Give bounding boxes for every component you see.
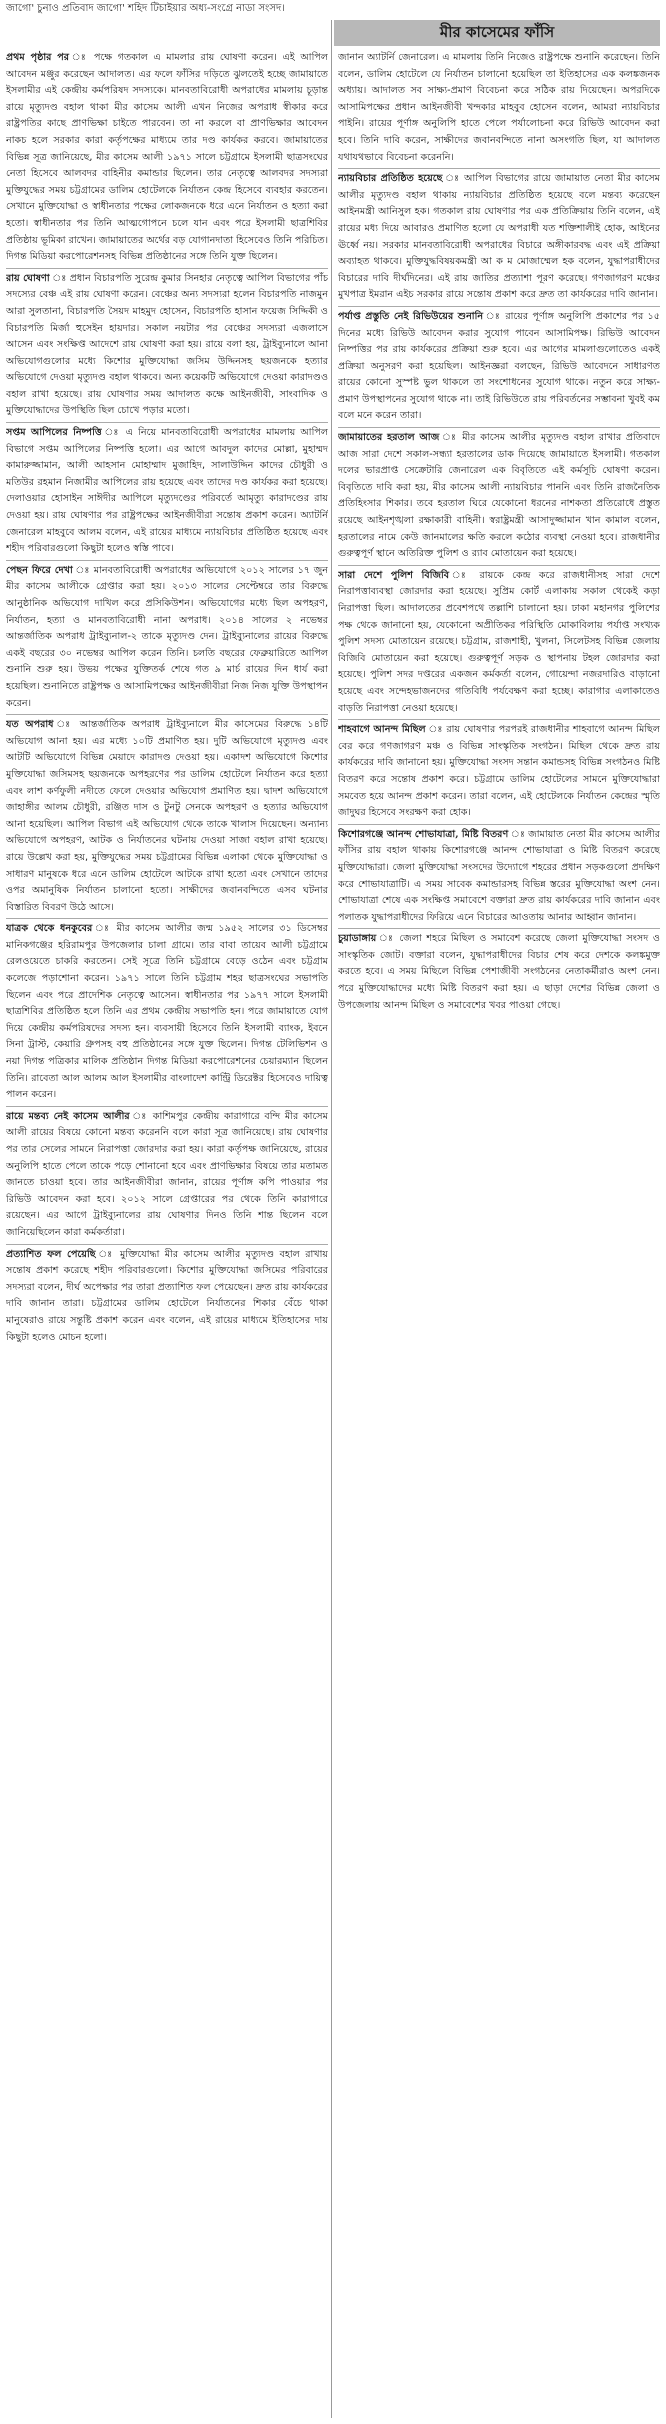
- article-block: কিশোরগঞ্জে আনন্দ শোভাযাত্রা, মিষ্টি বিতরণ ঃ জামায়াত নেতা মীর কাসেম আলীর ফাঁসির রায় বহাল থাকায় কিশোরগঞ্জে আনন্দ শোভাযাত্রা ও মিষ্টি বিতরণ করেছে মুক্তিযোদ্ধারা। জেলা মুক্তিযোদ্ধা সংসদের উদ্যোগে শহরের প্রধান সড়কগুলো প্রদক্ষিণ করে শোভাযাত্রাটি। এ সময় সাবেক কমান্ডারসহ বিভিন্ন স্তরের মুক্তিযোদ্ধা অংশ নেন। শোভাযাত্রা শেষে এক সংক্ষিপ্ত সমাবেশে বক্তারা দ্রুত রায় কার্যকরের দাবি জানান এবং পলাতক যুদ্ধাপরাধীদের ফিরিয়ে এনে বিচারের আওতায় আনার আহ্বান জানান।: [338, 824, 660, 927]
- article-text: আন্তর্জাতিক অপরাধ ট্রাইব্যুনালে মীর কাসেমের বিরুদ্ধে ১৪টি অভিযোগ আনা হয়। এর মধ্যে ১০টি প্রমাণিত হয়। দুটি অভিযোগে মৃত্যুদণ্ড এবং আটটি অভিযোগে বিভিন্ন মেয়াদে কারাদণ্ড দেওয়া হয়। একাদশ অভিযোগে কিশোর মুক্তিযোদ্ধা জসিমসহ ছয়জনকে অপহরণের পর ডালিম হোটেলে নির্যাতন করে হত্যা এবং লাশ কর্ণফুলী নদীতে ফেলে দেওয়ার অভিযোগ প্রমাণিত হয়। দ্বাদশ অভিযোগে জাহাঙ্গীর আলম চৌধুরী, রঞ্জিত দাস ও টুনটু সেনকে অপহরণ ও হত্যার অভিযোগ আনা হয়েছিল। আপিল বিভাগ এই অভিযোগ থেকে তাকে খালাস দিয়েছেন। অন্যান্য অভিযোগে অপহরণ, আটক ও নির্যাতনের ঘটনায় দেওয়া সাজা বহাল রাখা হয়েছে। রায়ে উল্লেখ করা হয়, মুক্তিযুদ্ধের সময় চট্টগ্রামের বিভিন্ন এলাকা থেকে মুক্তিযোদ্ধা ও সাধারণ মানুষকে ধরে এনে ডালিম হোটেলে আটকে রাখা হতো এবং সেখানে তাদের ওপর অমানুষিক নির্যাতন চালানো হতো। সাক্ষীদের জবানবন্দিতে এসব ঘটনার বিস্তারিত বিবরণ উঠে আসে।: [6, 719, 328, 913]
- article-text: মানবতাবিরোধী অপরাধের অভিযোগে ২০১২ সালের ১৭ জুন মীর কাসেম আলীকে গ্রেপ্তার করা হয়। ২০১৩ সালের সেপ্টেম্বরে তার বিরুদ্ধে আনুষ্ঠানিক অভিযোগ দাখিল করে প্রসিকিউশন। অভিযোগের মধ্যে ছিল অপহরণ, নির্যাতন, হত্যা ও মানবতাবিরোধী নানা অপরাধ। ২০১৪ সালের ২ নভেম্বর আন্তর্জাতিক অপরাধ ট্রাইব্যুনাল-২ তাকে মৃত্যুদণ্ড দেন। ট্রাইব্যুনালের রায়ের বিরুদ্ধে একই বছরের ৩০ নভেম্বর আপিল করেন তিনি। চলতি বছরের ফেব্রুয়ারিতে আপিল শুনানি শুরু হয়। উভয় পক্ষের যুক্তিতর্ক শেষে গত ৯ মার্চ রায়ের দিন ধার্য করা হয়েছিল। শুনানিতে রাষ্ট্রপক্ষ ও আসামিপক্ষের আইনজীবীরা নিজ নিজ যুক্তি উপস্থাপন করেন।: [6, 564, 328, 709]
- article-text: জামায়াত নেতা মীর কাসেম আলীর ফাঁসির রায় বহাল থাকায় কিশোরগঞ্জে আনন্দ শোভাযাত্রা ও মিষ্টি বিতরণ করেছে মুক্তিযোদ্ধারা। জেলা মুক্তিযোদ্ধা সংসদের উদ্যোগে শহরের প্রধান সড়কগুলো প্রদক্ষিণ করে শোভাযাত্রাটি। এ সময় সাবেক কমান্ডারসহ বিভিন্ন স্তরের মুক্তিযোদ্ধা অংশ নেন। শোভাযাত্রা শেষে এক সংক্ষিপ্ত সমাবেশে বক্তারা দ্রুত রায় কার্যকরের দাবি জানান এবং পলাতক যুদ্ধাপরাধীদের ফিরিয়ে এনে বিচারের আওতায় আনার আহ্বান জানান।: [338, 828, 660, 923]
- article-text: মীর কাসেম আলীর জন্ম ১৯৫২ সালের ৩১ ডিসেম্বর মানিকগঞ্জের হরিরামপুর উপজেলার চালা গ্রামে। তার বাবা তায়েব আলী চট্টগ্রামে রেলওয়েতে চাকরি করতেন। সেই সূত্রে তিনি চট্টগ্রামে বেড়ে ওঠেন এবং চট্টগ্রাম কলেজে পড়াশোনা করেন। ১৯৭১ সালে তিনি চট্টগ্রাম শহর ছাত্রসংঘের সভাপতি ছিলেন এবং পরে প্রাদেশিক নেতৃত্বে আসেন। স্বাধীনতার পর ১৯৭৭ সালে ইসলামী ছাত্রশিবির প্রতিষ্ঠিত হলে তিনি এর প্রথম কেন্দ্রীয় সভাপতি হন। পরে জামায়াতে যোগ দিয়ে কেন্দ্রীয় কর্মপরিষদের সদস্য হন। ব্যবসায়ী হিসেবে তিনি ইসলামী ব্যাংক, ইবনে সিনা ট্রাস্ট, কেয়ারি গ্রুপসহ বহু প্রতিষ্ঠানের সঙ্গে যুক্ত ছিলেন। দিগন্ত টেলিভিশন ও নয়া দিগন্ত পত্রিকার মালিক প্রতিষ্ঠান দিগন্ত মিডিয়া করপোরেশনের চেয়ারম্যান ছিলেন তিনি। রাবেতা আল আলম আল ইসলামীর বাংলাদেশ কান্ট্রি ডিরেক্টর হিসেবেও দায়িত্ব পালন করেন।: [6, 923, 328, 1101]
- article-text: পক্ষে গতকাল এ মামলার রায় ঘোষণা করেন। এই আপিল আবেদন মঞ্জুর করেছেন আদালত। এর ফলে ফাঁসির দড়িতে ঝুলতেই হচ্ছে জামায়াতে ইসলামীর এই কেন্দ্রীয় কর্মপরিষদ সদস্যকে। মানবতাবিরোধী অপরাধের মামলায় চূড়ান্ত রায়ে মৃত্যুদণ্ড বহাল থাকা মীর কাসেম আলী এখন নিজের অপরাধ স্বীকার করে রাষ্ট্রপতির কাছে প্রাণভিক্ষা চাইতে পারবেন। তা না করলে বা প্রাণভিক্ষার আবেদন নাকচ হলে সরকার কারা কর্তৃপক্ষের মাধ্যমে তার দণ্ড কার্যকর করবে। জামায়াতের বিভিন্ন সূত্র জানিয়েছে, মীর কাসেম আলী ১৯৭১ সালে চট্টগ্রামে ইসলামী ছাত্রসংঘের নেতা হিসেবে আলবদর বাহিনীর কমান্ডার ছিলেন। তার নেতৃত্বে আলবদর সদস্যরা মুক্তিযুদ্ধের সময় চট্টগ্রামের ডালিম হোটেলকে নির্যাতন কেন্দ্র হিসেবে ব্যবহার করতেন। সেখানে মুক্তিযোদ্ধা ও স্বাধীনতার পক্ষের লোকজনকে ধরে এনে নির্যাতন ও হত্যা করা হতো। স্বাধীনতার পর তিনি আত্মগোপনে চলে যান এবং পরে ইসলামী ছাত্রশিবির প্রতিষ্ঠায় ভূমিকা রাখেন। জামায়াতের অর্থের বড় যোগানদাতা হিসেবেও তিনি পরিচিত। দিগন্ত মিডিয়া করপোরেশনসহ বিভিন্ন প্রতিষ্ঠানের সঙ্গে তিনি যুক্ত ছিলেন।: [6, 52, 328, 263]
- section-heading: যাত্রক থেকে ধনকুবের: [6, 923, 93, 935]
- article-block: পর্যাপ্ত প্রস্তুতি নেই রিভিউয়ের শুনানি ঃ রায়ের পূর্ণাঙ্গ অনুলিপি প্রকাশের পর ১৫ দিনের মধ্যে রিভিউ আবেদন করার সুযোগ পাবেন আসামিপক্ষ। রিভিউ আবেদন নিষ্পত্তির পর রায় কার্যকরের প্রক্রিয়া শুরু হবে। এর আগের মামলাগুলোতেও একই প্রক্রিয়া অনুসরণ করা হয়েছিল। আইনজ্ঞরা বলছেন, রিভিউ আবেদনে সাধারণত রায়ের কোনো সুস্পষ্ট ভুল থাকলে তা সংশোধনের সুযোগ থাকে। নতুন করে সাক্ষ্য-প্রমাণ উপস্থাপনের সুযোগ থাকে না। তাই রিভিউতে রায় পরিবর্তনের সম্ভাবনা খুবই কম বলে মনে করেন তারা।: [338, 306, 660, 425]
- section-heading: পর্যাপ্ত প্রস্তুতি নেই রিভিউয়ের শুনানি: [338, 310, 484, 322]
- left-column: [6, 50, 328, 2418]
- article-text: রায়ের পূর্ণাঙ্গ অনুলিপি প্রকাশের পর ১৫ দিনের মধ্যে রিভিউ আবেদন করার সুযোগ পাবেন আসামিপক্ষ। রিভিউ আবেদন নিষ্পত্তির পর রায় কার্যকরের প্রক্রিয়া শুরু হবে। এর আগের মামলাগুলোতেও একই প্রক্রিয়া অনুসরণ করা হয়েছিল। আইনজ্ঞরা বলছেন, রিভিউ আবেদনে সাধারণত রায়ের কোনো সুস্পষ্ট ভুল থাকলে তা সংশোধনের সুযোগ থাকে। নতুন করে সাক্ষ্য-প্রমাণ উপস্থাপনের সুযোগ থাকে না। তাই রিভিউতে রায় পরিবর্তনের সম্ভাবনা খুবই কম বলে মনে করেন তারা।: [338, 310, 660, 422]
- article-text: প্রধান বিচারপতি সুরেন্দ্র কুমার সিনহার নেতৃত্বে আপিল বিভাগের পাঁচ সদস্যের বেঞ্চ এই রায় ঘোষণা করেন। বেঞ্চের অন্য সদস্যরা হলেন বিচারপতি নাজমুন আরা সুলতানা, বিচারপতি সৈয়দ মাহমুদ হোসেন, বিচারপতি হাসান ফয়েজ সিদ্দিকী ও বিচারপতি মির্জা হুসেইন হায়দার। সকাল নয়টার পর বেঞ্চের সদস্যরা এজলাসে আসেন এবং সংক্ষিপ্ত আদেশে রায় ঘোষণা করা হয়। রায়ে বলা হয়, ট্রাইব্যুনালে আনা অভিযোগগুলোর মধ্যে কিশোর মুক্তিযোদ্ধা জসিম উদ্দিনসহ ছয়জনকে হত্যার অভিযোগে দেওয়া মৃত্যুদণ্ড বহাল থাকবে। অন্য কয়েকটি অভিযোগে দেওয়া কারাদণ্ডও বহাল রাখা হয়েছে। রায় ঘোষণার সময় আদালত কক্ষে আইনজীবী, সাংবাদিক ও মুক্তিযোদ্ধাদের উপস্থিতি ছিল চোখে পড়ার মতো।: [6, 272, 328, 417]
- article-block: ন্যায়বিচার প্রতিষ্ঠিত হয়েছে ঃ আপিল বিভাগের রায়ে জামায়াত নেতা মীর কাসেম আলীর মৃত্যুদণ্ড বহাল থাকায় ন্যায়বিচার প্রতিষ্ঠিত হয়েছে বলে মন্তব্য করেছেন আইনমন্ত্রী আনিসুল হক। গতকাল রায় ঘোষণার পর এক প্রতিক্রিয়ায় তিনি বলেন, এই রায়ের মধ্য দিয়ে আবারও প্রমাণিত হলো যে অপরাধী যত শক্তিশালীই হোক, আইনের ঊর্ধ্বে নয়। সরকার মানবতাবিরোধী অপরাধের বিচারে অঙ্গীকারবদ্ধ এবং এই প্রক্রিয়া অব্যাহত থাকবে। মুক্তিযুদ্ধবিষয়কমন্ত্রী আ ক ম মোজাম্মেল হক বলেন, যুদ্ধাপরাধীদের বিচারের দাবি দীর্ঘদিনের। এই রায় জাতির প্রত্যাশা পূরণ করেছে। গণজাগরণ মঞ্চের মুখপাত্র ইমরান এইচ সরকার রায়ে সন্তোষ প্রকাশ করে দ্রুত তা কার্যকরের দাবি জানান।: [338, 168, 660, 304]
- article-block: সপ্তম আপিলের নিষ্পত্তি ঃ এ নিয়ে মানবতাবিরোধী অপরাধের মামলায় আপিল বিভাগে সপ্তম আপিলের নিষ্পত্তি হলো। এর আগে আবদুল কাদের মোল্লা, মুহাম্মদ কামারুজ্জামান, আলী আহসান মোহাম্মাদ মুজাহিদ, সালাউদ্দিন কাদের চৌধুরী ও মতিউর রহমান নিজামীর আপিলের রায় হয়েছে এবং তাদের দণ্ড কার্যকর করা হয়েছে। দেলাওয়ার হোসাইন সাঈদীর আপিলে মৃত্যুদণ্ডের পরিবর্তে আমৃত্যু কারাদণ্ডের রায় দেওয়া হয়। রায় ঘোষণার পর রাষ্ট্রপক্ষের আইনজীবীরা সন্তোষ প্রকাশ করেন। অ্যাটর্নি জেনারেল মাহবুবে আলম বলেন, এই রায়ের মাধ্যমে ন্যায়বিচার প্রতিষ্ঠিত হয়েছে এবং শহীদ পরিবারগুলো কিছুটা হলেও স্বস্তি পাবে।: [6, 422, 328, 558]
- article-text: মুক্তিযোদ্ধা মীর কাসেম আলীর মৃত্যুদণ্ড বহাল রাখায় সন্তোষ প্রকাশ করেছে শহীদ পরিবারগুলো। কিশোর মুক্তিযোদ্ধা জসিমের পরিবারের সদস্যরা বলেন, দীর্ঘ অপেক্ষার পর তারা প্রত্যাশিত ফল পেয়েছেন। দ্রুত রায় কার্যকরের দাবি জানান তারা। চট্টগ্রামের ডালিম হোটেলে নির্যাতনের শিকার বেঁচে থাকা মানুষেরাও রায়ে সন্তুষ্টি প্রকাশ করেন এবং বলেন, এই রায়ের মাধ্যমে ইতিহাসের দায় কিছুটা হলেও মোচন হলো।: [6, 1248, 328, 1343]
- section-heading: শাহবাগে আনন্দ মিছিল: [338, 724, 426, 736]
- article-block: রায়ে মন্তব্য নেই কাসেম আলীর ঃ কাশিমপুর কেন্দ্রীয় কারাগারে বন্দি মীর কাসেম আলী রায়ের বিষয়ে কোনো মন্তব্য করেননি বলে কারা সূত্র জানিয়েছে। রায় ঘোষণার পর তার সেলের সামনে নিরাপত্তা জোরদার করা হয়। কারা কর্তৃপক্ষ জানিয়েছে, রায়ের অনুলিপি হাতে পেলে তাকে পড়ে শোনানো হবে এবং প্রাণভিক্ষার বিষয়ে তার মতামত জানতে চাওয়া হবে। তার আইনজীবীরা জানান, রায়ের পূর্ণাঙ্গ কপি পাওয়ার পর রিভিউ আবেদন করা হবে। ২০১২ সালে গ্রেপ্তারের পর থেকে তিনি কারাগারে রয়েছেন। এর আগে ট্রাইব্যুনালের রায় ঘোষণার দিনও তিনি শান্ত ছিলেন বলে জানিয়েছিলেন কারা কর্মকর্তারা।: [6, 1106, 328, 1242]
- article-text: মীর কাসেম আলীর মৃত্যুদণ্ড বহাল রাখার প্রতিবাদে আজ সারা দেশে সকাল-সন্ধ্যা হরতালের ডাক দিয়েছে জামায়াতে ইসলামী। গতকাল দলের ভারপ্রাপ্ত সেক্রেটারি জেনারেল এক বিবৃতিতে এই কর্মসূচি ঘোষণা করেন। বিবৃতিতে দাবি করা হয়, মীর কাসেম আলী ন্যায়বিচার পাননি এবং তিনি রাজনৈতিক প্রতিহিংসার শিকার। তবে হরতাল ঘিরে যেকোনো ধরনের নাশকতা প্রতিরোধে প্রস্তুত রয়েছে আইনশৃঙ্খলা রক্ষাকারী বাহিনী। স্বরাষ্ট্রমন্ত্রী আসাদুজ্জামান খান কামাল বলেন, হরতালের নামে কেউ জানমালের ক্ষতি করলে কঠোর ব্যবস্থা নেওয়া হবে। রাজধানীর গুরুত্বপূর্ণ স্থানে অতিরিক্ত পুলিশ ও র‌্যাব মোতায়েন করা হয়েছে।: [338, 432, 660, 560]
- article-text: কাশিমপুর কেন্দ্রীয় কারাগারে বন্দি মীর কাসেম আলী রায়ের বিষয়ে কোনো মন্তব্য করেননি বলে কারা সূত্র জানিয়েছে। রায় ঘোষণার পর তার সেলের সামনে নিরাপত্তা জোরদার করা হয়। কারা কর্তৃপক্ষ জানিয়েছে, রায়ের অনুলিপি হাতে পেলে তাকে পড়ে শোনানো হবে এবং প্রাণভিক্ষার বিষয়ে তার মতামত জানতে চাওয়া হবে। তার আইনজীবীরা জানান, রায়ের পূর্ণাঙ্গ কপি পাওয়ার পর রিভিউ আবেদন করা হবে। ২০১২ সালে গ্রেপ্তারের পর থেকে তিনি কারাগারে রয়েছেন। এর আগে ট্রাইব্যুনালের রায় ঘোষণার দিনও তিনি শান্ত ছিলেন বলে জানিয়েছিলেন কারা কর্মকর্তারা।: [6, 1110, 328, 1238]
- article-block: যাত্রক থেকে ধনকুবের ঃ মীর কাসেম আলীর জন্ম ১৯৫২ সালের ৩১ ডিসেম্বর মানিকগঞ্জের হরিরামপুর উপজেলার চালা গ্রামে। তার বাবা তায়েব আলী চট্টগ্রামে রেলওয়েতে চাকরি করতেন। সেই সূত্রে তিনি চট্টগ্রামে বেড়ে ওঠেন এবং চট্টগ্রাম কলেজে পড়াশোনা করেন। ১৯৭১ সালে তিনি চট্টগ্রাম শহর ছাত্রসংঘের সভাপতি ছিলেন এবং পরে প্রাদেশিক নেতৃত্বে আসেন। স্বাধীনতার পর ১৯৭৭ সালে ইসলামী ছাত্রশিবির প্রতিষ্ঠিত হলে তিনি এর প্রথম কেন্দ্রীয় সভাপতি হন। পরে জামায়াতে যোগ দিয়ে কেন্দ্রীয় কর্মপরিষদের সদস্য হন। ব্যবসায়ী হিসেবে তিনি ইসলামী ব্যাংক, ইবনে সিনা ট্রাস্ট, কেয়ারি গ্রুপসহ বহু প্রতিষ্ঠানের সঙ্গে যুক্ত ছিলেন। দিগন্ত টেলিভিশন ও নয়া দিগন্ত পত্রিকার মালিক প্রতিষ্ঠান দিগন্ত মিডিয়া করপোরেশনের চেয়ারম্যান ছিলেন তিনি। রাবেতা আল আলম আল ইসলামীর বাংলাদেশ কান্ট্রি ডিরেক্টর হিসেবেও দায়িত্ব পালন করেন।: [6, 918, 328, 1104]
- section-heading: রায় ঘোষণা: [6, 272, 50, 284]
- article-block: জামায়াতের হরতাল আজ ঃ মীর কাসেম আলীর মৃত্যুদণ্ড বহাল রাখার প্রতিবাদে আজ সারা দেশে সকাল-সন্ধ্যা হরতালের ডাক দিয়েছে জামায়াতে ইসলামী। গতকাল দলের ভারপ্রাপ্ত সেক্রেটারি জেনারেল এক বিবৃতিতে এই কর্মসূচি ঘোষণা করেন। বিবৃতিতে দাবি করা হয়, মীর কাসেম আলী ন্যায়বিচার পাননি এবং তিনি রাজনৈতিক প্রতিহিংসার শিকার। তবে হরতাল ঘিরে যেকোনো ধরনের নাশকতা প্রতিরোধে প্রস্তুত রয়েছে আইনশৃঙ্খলা রক্ষাকারী বাহিনী। স্বরাষ্ট্রমন্ত্রী আসাদুজ্জামান খান কামাল বলেন, হরতালের নামে কেউ জানমালের ক্ষতি করলে কঠোর ব্যবস্থা নেওয়া হবে। রাজধানীর গুরুত্বপূর্ণ স্থানে অতিরিক্ত পুলিশ ও র‌্যাব মোতায়েন করা হয়েছে।: [338, 427, 660, 563]
- column-divider: [331, 20, 332, 2418]
- top-line: জাগো' চুনাও প্রতিবাদ জাগো' শহিদ টিচাইয়ার অধ্য-সংগ্রে নাডা সংসদ।: [6, 3, 285, 14]
- article-text: রায়কে কেন্দ্র করে রাজধানীসহ সারা দেশে নিরাপত্তাব্যবস্থা জোরদার করা হয়েছে। সুপ্রিম কোর্ট এলাকায় সকাল থেকেই কড়া নিরাপত্তা ছিল। আদালতের প্রবেশপথে তল্লাশি চালানো হয়। ঢাকা মহানগর পুলিশের পক্ষ থেকে জানানো হয়, যেকোনো অপ্রীতিকর পরিস্থিতি মোকাবিলায় পর্যাপ্ত সংখ্যক পুলিশ সদস্য মোতায়েন রয়েছে। চট্টগ্রাম, রাজশাহী, খুলনা, সিলেটসহ বিভিন্ন জেলায় বিজিবি মোতায়েন করা হয়েছে। গুরুত্বপূর্ণ সড়ক ও স্থাপনায় টহল জোরদার করা হয়েছে। পুলিশ সদর দপ্তরের একজন কর্মকর্তা বলেন, গোয়েন্দা নজরদারিও বাড়ানো হয়েছে এবং সন্দেহভাজনদের গতিবিধি পর্যবেক্ষণ করা হচ্ছে। কারাগার এলাকাতেও বাড়তি নিরাপত্তা নেওয়া হয়েছে।: [338, 569, 660, 714]
- section-heading: জামায়াতের হরতাল আজ: [338, 432, 440, 444]
- right-column: [338, 50, 660, 2418]
- story-title: মীর কাসেমের ফাঁসি: [334, 20, 660, 46]
- article-text: রায় ঘোষণার পরপরই রাজধানীর শাহবাগে আনন্দ মিছিল বের করে গণজাগরণ মঞ্চ ও বিভিন্ন সাংস্কৃতিক সংগঠন। মিছিল থেকে দ্রুত রায় কার্যকরের দাবি জানানো হয়। মুক্তিযোদ্ধা সংসদ সন্তান কমান্ডসহ বিভিন্ন সংগঠনও মিষ্টি বিতরণ করে সন্তোষ প্রকাশ করে। চট্টগ্রামে ডালিম হোটেলের সামনে মুক্তিযোদ্ধারা সমবেত হয়ে আনন্দ প্রকাশ করেন। তারা বলেন, এই হোটেলকে নির্যাতন কেন্দ্রের স্মৃতি জাদুঘর হিসেবে সংরক্ষণ করা হোক।: [338, 724, 660, 819]
- article-block: যত অপরাধ ঃ আন্তর্জাতিক অপরাধ ট্রাইব্যুনালে মীর কাসেমের বিরুদ্ধে ১৪টি অভিযোগ আনা হয়। এর মধ্যে ১০টি প্রমাণিত হয়। দুটি অভিযোগে মৃত্যুদণ্ড এবং আটটি অভিযোগে বিভিন্ন মেয়াদে কারাদণ্ড দেওয়া হয়। একাদশ অভিযোগে কিশোর মুক্তিযোদ্ধা জসিমসহ ছয়জনকে অপহরণের পর ডালিম হোটেলে নির্যাতন করে হত্যা এবং লাশ কর্ণফুলী নদীতে ফেলে দেওয়ার অভিযোগ প্রমাণিত হয়। দ্বাদশ অভিযোগে জাহাঙ্গীর আলম চৌধুরী, রঞ্জিত দাস ও টুনটু সেনকে অপহরণ ও হত্যার অভিযোগ আনা হয়েছিল। আপিল বিভাগ এই অভিযোগ থেকে তাকে খালাস দিয়েছেন। অন্যান্য অভিযোগে অপহরণ, আটক ও নির্যাতনের ঘটনায় দেওয়া সাজা বহাল রাখা হয়েছে। রায়ে উল্লেখ করা হয়, মুক্তিযুদ্ধের সময় চট্টগ্রামের বিভিন্ন এলাকা থেকে মুক্তিযোদ্ধা ও সাধারণ মানুষকে ধরে এনে ডালিম হোটেলে আটকে রাখা হতো এবং সেখানে তাদের ওপর অমানুষিক নির্যাতন চালানো হতো। সাক্ষীদের জবানবন্দিতে এসব ঘটনার বিস্তারিত বিবরণ উঠে আসে।: [6, 714, 328, 916]
- section-heading: চুয়াডাঙ্গায়: [338, 933, 377, 945]
- section-heading: সারা দেশে পুলিশ বিজিবি: [338, 569, 450, 581]
- section-heading: ন্যায়বিচার প্রতিষ্ঠিত হয়েছে: [338, 173, 443, 185]
- article-block: রায় ঘোষণা ঃ প্রধান বিচারপতি সুরেন্দ্র কুমার সিনহার নেতৃত্বে আপিল বিভাগের পাঁচ সদস্যের বেঞ্চ এই রায় ঘোষণা করেন। বেঞ্চের অন্য সদস্যরা হলেন বিচারপতি নাজমুন আরা সুলতানা, বিচারপতি সৈয়দ মাহমুদ হোসেন, বিচারপতি হাসান ফয়েজ সিদ্দিকী ও বিচারপতি মির্জা হুসেইন হায়দার। সকাল নয়টার পর বেঞ্চের সদস্যরা এজলাসে আসেন এবং সংক্ষিপ্ত আদেশে রায় ঘোষণা করা হয়। রায়ে বলা হয়, ট্রাইব্যুনালে আনা অভিযোগগুলোর মধ্যে কিশোর মুক্তিযোদ্ধা জসিম উদ্দিনসহ ছয়জনকে হত্যার অভিযোগে দেওয়া মৃত্যুদণ্ড বহাল থাকবে। অন্য কয়েকটি অভিযোগে দেওয়া কারাদণ্ডও বহাল রাখা হয়েছে। রায় ঘোষণার সময় আদালত কক্ষে আইনজীবী, সাংবাদিক ও মুক্তিযোদ্ধাদের উপস্থিতি ছিল চোখে পড়ার মতো।: [6, 268, 328, 420]
- article-block: [338, 50, 660, 166]
- article-block: পেছন ফিরে দেখা ঃ মানবতাবিরোধী অপরাধের অভিযোগে ২০১২ সালের ১৭ জুন মীর কাসেম আলীকে গ্রেপ্তার করা হয়। ২০১৩ সালের সেপ্টেম্বরে তার বিরুদ্ধে আনুষ্ঠানিক অভিযোগ দাখিল করে প্রসিকিউশন। অভিযোগের মধ্যে ছিল অপহরণ, নির্যাতন, হত্যা ও মানবতাবিরোধী নানা অপরাধ। ২০১৪ সালের ২ নভেম্বর আন্তর্জাতিক অপরাধ ট্রাইব্যুনাল-২ তাকে মৃত্যুদণ্ড দেন। ট্রাইব্যুনালের রায়ের বিরুদ্ধে একই বছরের ৩০ নভেম্বর আপিল করেন তিনি। চলতি বছরের ফেব্রুয়ারিতে আপিল শুনানি শুরু হয়। উভয় পক্ষের যুক্তিতর্ক শেষে গত ৯ মার্চ রায়ের দিন ধার্য করা হয়েছিল। শুনানিতে রাষ্ট্রপক্ষ ও আসামিপক্ষের আইনজীবীরা নিজ নিজ যুক্তি উপস্থাপন করেন।: [6, 560, 328, 712]
- section-heading: সপ্তম আপিলের নিষ্পত্তি: [6, 427, 102, 439]
- article-block: শাহবাগে আনন্দ মিছিল ঃ রায় ঘোষণার পরপরই রাজধানীর শাহবাগে আনন্দ মিছিল বের করে গণজাগরণ মঞ্চ ও বিভিন্ন সাংস্কৃতিক সংগঠন। মিছিল থেকে দ্রুত রায় কার্যকরের দাবি জানানো হয়। মুক্তিযোদ্ধা সংসদ সন্তান কমান্ডসহ বিভিন্ন সংগঠনও মিষ্টি বিতরণ করে সন্তোষ প্রকাশ করে। চট্টগ্রামে ডালিম হোটেলের সামনে মুক্তিযোদ্ধারা সমবেত হয়ে আনন্দ প্রকাশ করেন। তারা বলেন, এই হোটেলকে নির্যাতন কেন্দ্রের স্মৃতি জাদুঘর হিসেবে সংরক্ষণ করা হোক।: [338, 719, 660, 822]
- section-heading: কিশোরগঞ্জে আনন্দ শোভাযাত্রা, মিষ্টি বিতরণ: [338, 828, 509, 840]
- section-heading: যত অপরাধ: [6, 719, 54, 731]
- article-block: প্রত্যাশিত ফল পেয়েছি ঃ মুক্তিযোদ্ধা মীর কাসেম আলীর মৃত্যুদণ্ড বহাল রাখায় সন্তোষ প্রকাশ করেছে শহীদ পরিবারগুলো। কিশোর মুক্তিযোদ্ধা জসিমের পরিবারের সদস্যরা বলেন, দীর্ঘ অপেক্ষার পর তারা প্রত্যাশিত ফল পেয়েছেন। দ্রুত রায় কার্যকরের দাবি জানান তারা। চট্টগ্রামের ডালিম হোটেলে নির্যাতনের শিকার বেঁচে থাকা মানুষেরাও রায়ে সন্তুষ্টি প্রকাশ করেন এবং বলেন, এই রায়ের মাধ্যমে ইতিহাসের দায় কিছুটা হলেও মোচন হলো।: [6, 1244, 328, 1347]
- section-heading: পেছন ফিরে দেখা: [6, 564, 73, 576]
- article-text: আপিল বিভাগের রায়ে জামায়াত নেতা মীর কাসেম আলীর মৃত্যুদণ্ড বহাল থাকায় ন্যায়বিচার প্রতিষ্ঠিত হয়েছে বলে মন্তব্য করেছেন আইনমন্ত্রী আনিসুল হক। গতকাল রায় ঘোষণার পর এক প্রতিক্রিয়ায় তিনি বলেন, এই রায়ের মধ্য দিয়ে আবারও প্রমাণিত হলো যে অপরাধী যত শক্তিশালীই হোক, আইনের ঊর্ধ্বে নয়। সরকার মানবতাবিরোধী অপরাধের বিচারে অঙ্গীকারবদ্ধ এবং এই প্রক্রিয়া অব্যাহত থাকবে। মুক্তিযুদ্ধবিষয়কমন্ত্রী আ ক ম মোজাম্মেল হক বলেন, যুদ্ধাপরাধীদের বিচারের দাবি দীর্ঘদিনের। এই রায় জাতির প্রত্যাশা পূরণ করেছে। গণজাগরণ মঞ্চের মুখপাত্র ইমরান এইচ সরকার রায়ে সন্তোষ প্রকাশ করে দ্রুত তা কার্যকরের দাবি জানান।: [338, 173, 660, 301]
- section-heading: প্রথম পৃষ্ঠার পর: [6, 52, 70, 63]
- article-text: জানান অ্যাটর্নি জেনারেল। এ মামলায় তিনি নিজেও রাষ্ট্রপক্ষে শুনানি করেছেন। তিনি বলেন, ডালিম হোটেলে যে নির্যাতন চালানো হয়েছিল তা ইতিহাসের এক কলঙ্কজনক অধ্যায়। আদালত সব সাক্ষ্য-প্রমাণ বিবেচনা করে সঠিক রায় দিয়েছেন। অপরদিকে আসামিপক্ষের প্রধান আইনজীবী খন্দকার মাহবুব হোসেন বলেন, আমরা ন্যায়বিচার পাইনি। রায়ের পূর্ণাঙ্গ অনুলিপি হাতে পেলে পর্যালোচনা করে রিভিউ আবেদন করা হবে। তিনি দাবি করেন, সাক্ষীদের জবানবন্দিতে নানা অসংগতি ছিল, যা আদালত যথাযথভাবে বিবেচনা করেননি।: [338, 52, 660, 163]
- article-text: জেলা শহরে মিছিল ও সমাবেশ করেছে জেলা মুক্তিযোদ্ধা সংসদ ও সাংস্কৃতিক জোট। বক্তারা বলেন, যুদ্ধাপরাধীদের বিচার শেষ করে দেশকে কলঙ্কমুক্ত করতে হবে। এ সময় মিছিলে বিভিন্ন পেশাজীবী সংগঠনের নেতাকর্মীরাও অংশ নেন। পরে মুক্তিযোদ্ধাদের মধ্যে মিষ্টি বিতরণ করা হয়। এ ছাড়া দেশের বিভিন্ন জেলা ও উপজেলায় আনন্দ মিছিল ও সমাবেশের খবর পাওয়া গেছে।: [338, 933, 660, 1011]
- section-heading: রায়ে মন্তব্য নেই কাসেম আলীর: [6, 1110, 130, 1122]
- article-block: চুয়াডাঙ্গায় ঃ জেলা শহরে মিছিল ও সমাবেশ করেছে জেলা মুক্তিযোদ্ধা সংসদ ও সাংস্কৃতিক জোট। বক্তারা বলেন, যুদ্ধাপরাধীদের বিচার শেষ করে দেশকে কলঙ্কমুক্ত করতে হবে। এ সময় মিছিলে বিভিন্ন পেশাজীবী সংগঠনের নেতাকর্মীরাও অংশ নেন। পরে মুক্তিযোদ্ধাদের মধ্যে মিষ্টি বিতরণ করা হয়। এ ছাড়া দেশের বিভিন্ন জেলা ও উপজেলায় আনন্দ মিছিল ও সমাবেশের খবর পাওয়া গেছে।: [338, 928, 660, 1014]
- article-block: প্রথম পৃষ্ঠার পর ঃ পক্ষে গতকাল এ মামলার রায় ঘোষণা করেন। এই আপিল আবেদন মঞ্জুর করেছেন আদালত। এর ফলে ফাঁসির দড়িতে ঝুলতেই হচ্ছে জামায়াতে ইসলামীর এই কেন্দ্রীয় কর্মপরিষদ সদস্যকে। মানবতাবিরোধী অপরাধের মামলায় চূড়ান্ত রায়ে মৃত্যুদণ্ড বহাল থাকা মীর কাসেম আলী এখন নিজের অপরাধ স্বীকার করে রাষ্ট্রপতির কাছে প্রাণভিক্ষা চাইতে পারবেন। তা না করলে বা প্রাণভিক্ষার আবেদন নাকচ হলে সরকার কারা কর্তৃপক্ষের মাধ্যমে তার দণ্ড কার্যকর করবে। জামায়াতের বিভিন্ন সূত্র জানিয়েছে, মীর কাসেম আলী ১৯৭১ সালে চট্টগ্রামে ইসলামী ছাত্রসংঘের নেতা হিসেবে আলবদর বাহিনীর কমান্ডার ছিলেন। তার নেতৃত্বে আলবদর সদস্যরা মুক্তিযুদ্ধের সময় চট্টগ্রামের ডালিম হোটেলকে নির্যাতন কেন্দ্র হিসেবে ব্যবহার করতেন। সেখানে মুক্তিযোদ্ধা ও স্বাধীনতার পক্ষের লোকজনকে ধরে এনে নির্যাতন ও হত্যা করা হতো। স্বাধীনতার পর তিনি আত্মগোপনে চলে যান এবং পরে ইসলামী ছাত্রশিবির প্রতিষ্ঠায় ভূমিকা রাখেন। জামায়াতের অর্থের বড় যোগানদাতা হিসেবেও তিনি পরিচিত। দিগন্ত মিডিয়া করপোরেশনসহ বিভিন্ন প্রতিষ্ঠানের সঙ্গে তিনি যুক্ত ছিলেন।: [6, 52, 328, 263]
- article-text: এ নিয়ে মানবতাবিরোধী অপরাধের মামলায় আপিল বিভাগে সপ্তম আপিলের নিষ্পত্তি হলো। এর আগে আবদুল কাদের মোল্লা, মুহাম্মদ কামারুজ্জামান, আলী আহসান মোহাম্মাদ মুজাহিদ, সালাউদ্দিন কাদের চৌধুরী ও মতিউর রহমান নিজামীর আপিলের রায় হয়েছে এবং তাদের দণ্ড কার্যকর করা হয়েছে। দেলাওয়ার হোসাইন সাঈদীর আপিলে মৃত্যুদণ্ডের পরিবর্তে আমৃত্যু কারাদণ্ডের রায় দেওয়া হয়। রায় ঘোষণার পর রাষ্ট্রপক্ষের আইনজীবীরা সন্তোষ প্রকাশ করেন। অ্যাটর্নি জেনারেল মাহবুবে আলম বলেন, এই রায়ের মাধ্যমে ন্যায়বিচার প্রতিষ্ঠিত হয়েছে এবং শহীদ পরিবারগুলো কিছুটা হলেও স্বস্তি পাবে।: [6, 427, 328, 555]
- article-block: সারা দেশে পুলিশ বিজিবি ঃ রায়কে কেন্দ্র করে রাজধানীসহ সারা দেশে নিরাপত্তাব্যবস্থা জোরদার করা হয়েছে। সুপ্রিম কোর্ট এলাকায় সকাল থেকেই কড়া নিরাপত্তা ছিল। আদালতের প্রবেশপথে তল্লাশি চালানো হয়। ঢাকা মহানগর পুলিশের পক্ষ থেকে জানানো হয়, যেকোনো অপ্রীতিকর পরিস্থিতি মোকাবিলায় পর্যাপ্ত সংখ্যক পুলিশ সদস্য মোতায়েন রয়েছে। চট্টগ্রাম, রাজশাহী, খুলনা, সিলেটসহ বিভিন্ন জেলায় বিজিবি মোতায়েন করা হয়েছে। গুরুত্বপূর্ণ সড়ক ও স্থাপনায় টহল জোরদার করা হয়েছে। পুলিশ সদর দপ্তরের একজন কর্মকর্তা বলেন, গোয়েন্দা নজরদারিও বাড়ানো হয়েছে এবং সন্দেহভাজনদের গতিবিধি পর্যবেক্ষণ করা হচ্ছে। কারাগার এলাকাতেও বাড়তি নিরাপত্তা নেওয়া হয়েছে।: [338, 565, 660, 717]
- section-heading: প্রত্যাশিত ফল পেয়েছি: [6, 1248, 96, 1260]
